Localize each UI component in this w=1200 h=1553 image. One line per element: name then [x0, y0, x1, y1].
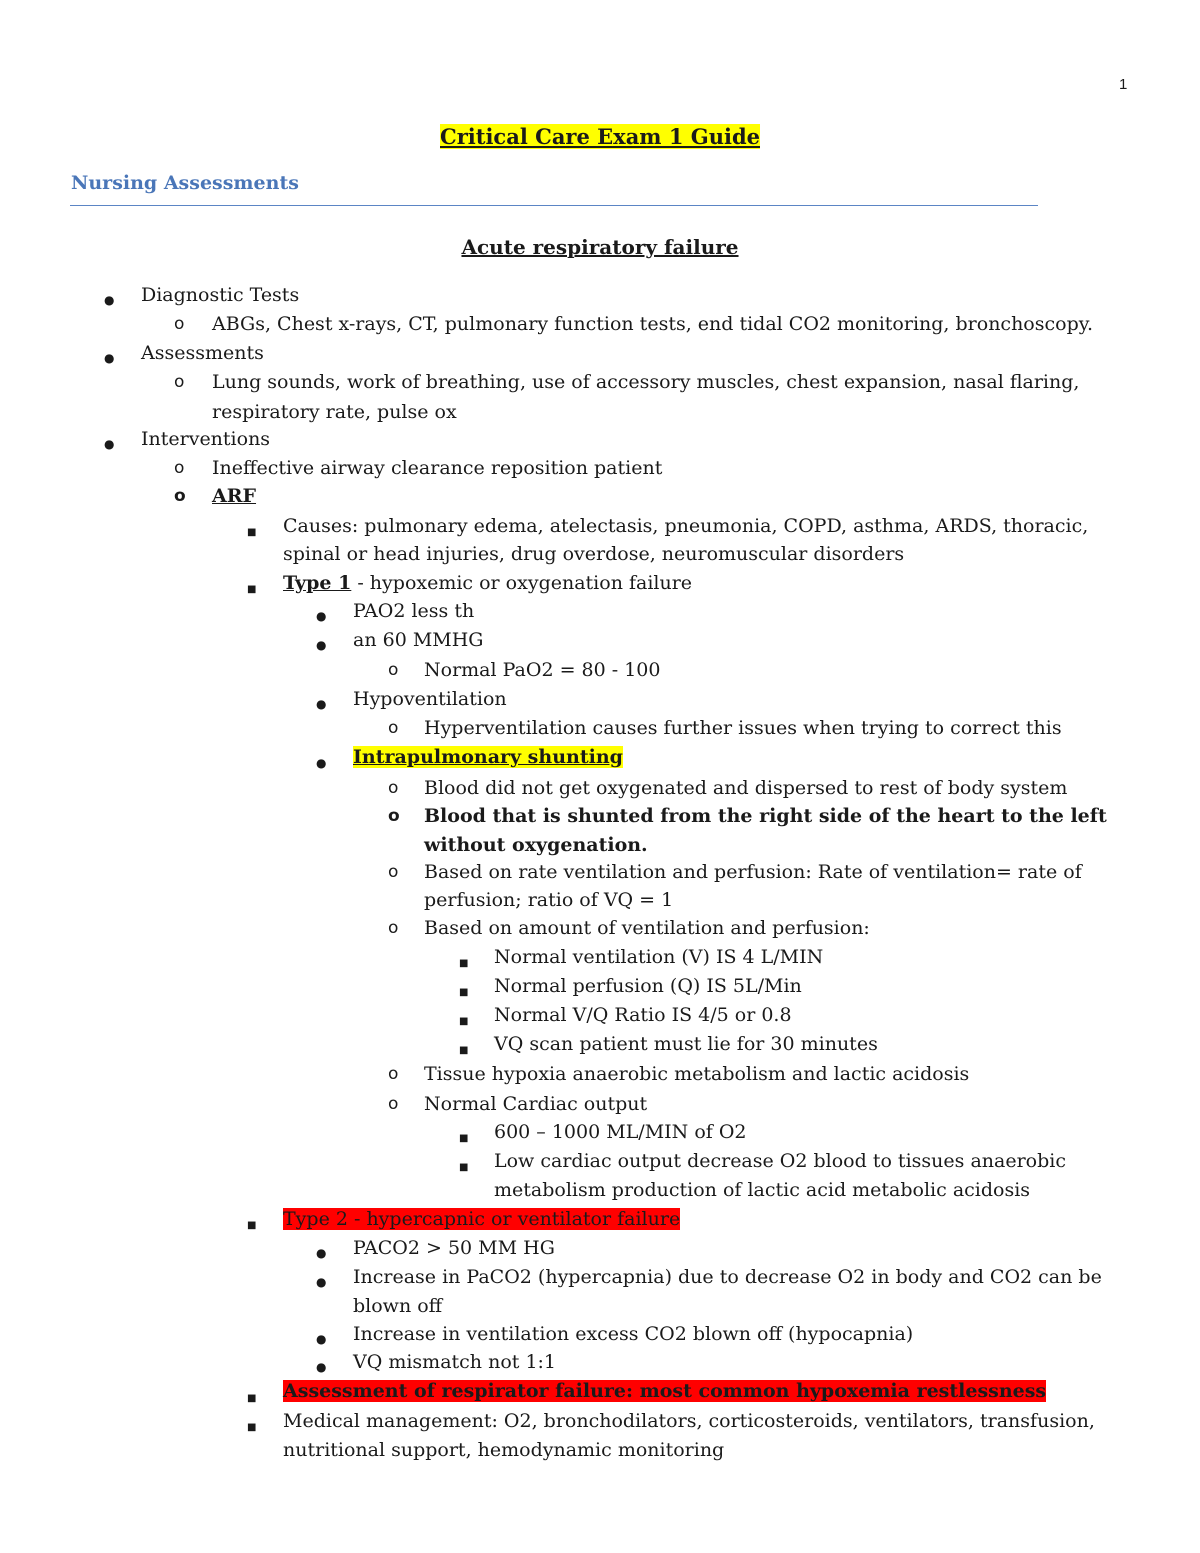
list-item: Assessments	[141, 342, 264, 364]
list-item: Normal V/Q Ratio IS 4/5 or 0.8	[494, 1004, 792, 1026]
list-item-continuation: spinal or head injuries, drug overdose, neuromuscular disorders	[283, 543, 905, 565]
square-bullet-icon	[247, 520, 256, 539]
list-item: Blood that is shunted from the right side of the heart to the left	[424, 805, 1107, 827]
bullet-icon	[316, 1242, 326, 1261]
circle-bullet-icon: o	[388, 660, 399, 680]
circle-bullet-icon: o	[174, 372, 185, 392]
subtitle: Acute respiratory failure	[461, 235, 739, 259]
list-item: VQ mismatch not 1:1	[353, 1351, 557, 1373]
list-item: Ineffective airway clearance reposition patient	[212, 457, 663, 479]
list-item: Type 2 - hypercapnic or ventilator failure	[283, 1208, 681, 1230]
list-item: 600 – 1000 ML/MIN of O2	[494, 1121, 747, 1143]
list-item: PAO2 less th	[353, 600, 475, 622]
list-item: Normal ventilation (V) IS 4 L/MIN	[494, 946, 824, 968]
bullet-icon	[316, 693, 326, 712]
list-item: Increase in ventilation excess CO2 blown off (hypocapnia)	[353, 1323, 914, 1345]
bullet-icon	[316, 1271, 326, 1290]
list-item: Normal Cardiac output	[424, 1093, 648, 1115]
bullet-icon	[104, 289, 114, 308]
circle-bullet-icon: o	[388, 806, 400, 826]
list-item: Normal perfusion (Q) IS 5L/Min	[494, 975, 802, 997]
list-item: Hypoventilation	[353, 688, 507, 710]
bullet-icon	[316, 752, 326, 771]
list-item: Diagnostic Tests	[141, 284, 300, 306]
list-item: Medical management: O2, bronchodilators, corticosteroids, ventilators, transfusion,	[283, 1410, 1095, 1432]
circle-bullet-icon: o	[388, 1094, 399, 1114]
bullet-icon	[104, 347, 114, 366]
list-item: Blood did not get oxygenated and dispersed to rest of body system	[424, 777, 1068, 799]
list-item: Based on rate ventilation and perfusion: Rate of ventilation= rate of	[424, 861, 1082, 883]
square-bullet-icon	[247, 1213, 256, 1232]
list-item: Low cardiac output decrease O2 blood to tissues anaerobic	[494, 1150, 1066, 1172]
square-bullet-icon	[459, 1009, 468, 1028]
square-bullet-icon	[459, 1126, 468, 1145]
list-item: an 60 MMHG	[353, 629, 484, 651]
circle-bullet-icon: o	[388, 918, 399, 938]
bullet-icon	[316, 1356, 326, 1375]
list-item: Causes: pulmonary edema, atelectasis, pneumonia, COPD, asthma, ARDS, thoracic,	[283, 515, 1089, 537]
bullet-icon	[316, 634, 326, 653]
list-item: ABGs, Chest x-rays, CT, pulmonary function tests, end tidal CO2 monitoring, bronchoscopy.	[212, 313, 1093, 335]
heading-underline-rule	[70, 205, 1038, 206]
list-item: Intrapulmonary shunting	[353, 746, 623, 768]
square-bullet-icon	[459, 1038, 468, 1057]
circle-bullet-icon: o	[388, 778, 399, 798]
list-item: Interventions	[141, 428, 271, 450]
list-item-continuation: nutritional support, hemodynamic monitoring	[283, 1439, 725, 1461]
circle-bullet-icon: o	[388, 1064, 399, 1084]
list-item-continuation: perfusion; ratio of VQ = 1	[424, 889, 674, 911]
square-bullet-icon	[459, 1155, 468, 1174]
list-item: Based on amount of ventilation and perfusion:	[424, 917, 870, 939]
list-item: Increase in PaCO2 (hypercapnia) due to decrease O2 in body and CO2 can be	[353, 1266, 1102, 1288]
list-item: Normal PaO2 = 80 - 100	[424, 659, 661, 681]
list-item-continuation: metabolism production of lactic acid metabolic acidosis	[494, 1179, 1031, 1201]
document-title: Critical Care Exam 1 Guide	[440, 124, 760, 149]
circle-bullet-icon: o	[388, 718, 399, 738]
list-item-continuation: blown off	[353, 1295, 443, 1317]
square-bullet-icon	[459, 951, 468, 970]
list-item: Type 1 - hypoxemic or oxygenation failure	[283, 572, 693, 594]
list-item: Assessment of respirator failure: most common hypoxemia restlessness	[283, 1380, 1047, 1402]
square-bullet-icon	[247, 577, 256, 596]
square-bullet-icon	[459, 980, 468, 999]
list-item: VQ scan patient must lie for 30 minutes	[494, 1033, 878, 1055]
bullet-icon	[316, 605, 326, 624]
circle-bullet-icon: o	[388, 862, 399, 882]
page-number: 1	[1119, 76, 1128, 93]
list-item: Tissue hypoxia anaerobic metabolism and lactic acidosis	[424, 1063, 970, 1085]
circle-bullet-icon: o	[174, 314, 185, 334]
circle-bullet-icon: o	[174, 486, 186, 506]
list-item-continuation: without oxygenation.	[424, 834, 648, 856]
square-bullet-icon	[247, 1415, 256, 1434]
list-item: Hyperventilation causes further issues when trying to correct this	[424, 717, 1062, 739]
list-item-continuation: respiratory rate, pulse ox	[212, 401, 457, 423]
list-item: PACO2 > 50 MM HG	[353, 1237, 555, 1259]
circle-bullet-icon: o	[174, 458, 185, 478]
section-heading: Nursing Assessments	[71, 172, 299, 194]
square-bullet-icon	[247, 1386, 256, 1405]
list-item: ARF	[212, 485, 257, 507]
bullet-icon	[104, 433, 114, 452]
list-item: Lung sounds, work of breathing, use of accessory muscles, chest expansion, nasal flaring,	[212, 371, 1080, 393]
bullet-icon	[316, 1328, 326, 1347]
